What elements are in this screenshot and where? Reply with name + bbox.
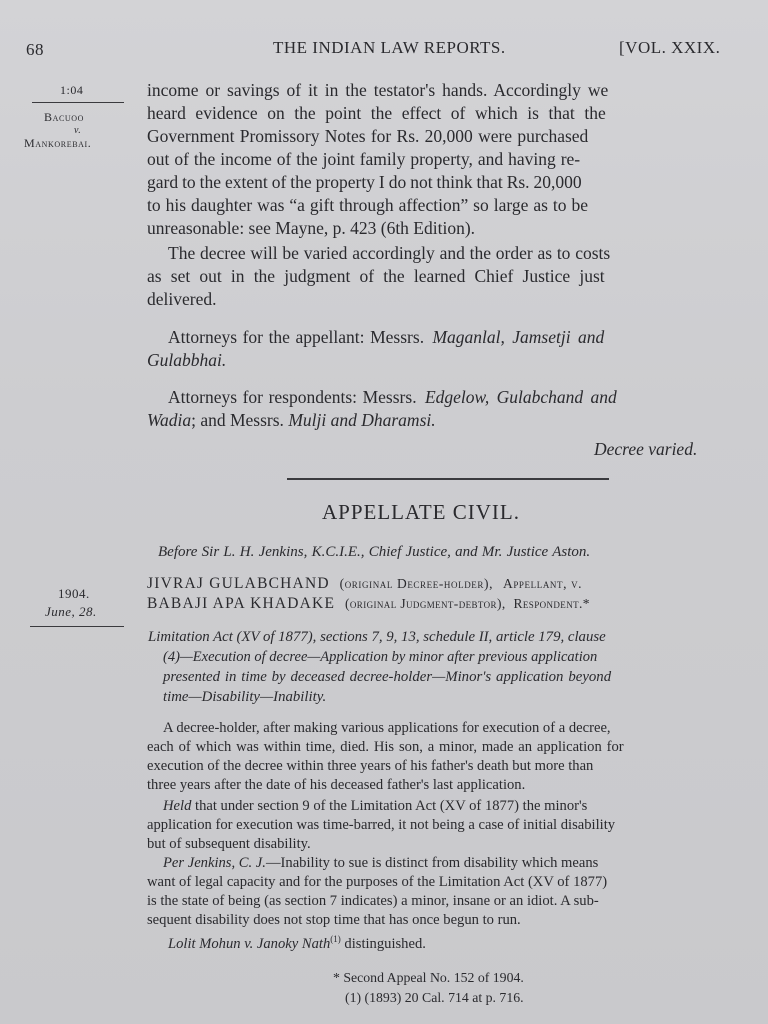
attorneys-appellant-prefix: Attorneys for the appellant: Messrs. <box>168 327 425 347</box>
held-line: but of subsequent disability. <box>147 836 311 852</box>
footnote: (1) (1893) 20 Cal. 714 at p. 716. <box>345 990 524 1005</box>
case-disposition: distinguished. <box>340 935 426 952</box>
per-jenkins-text: —Inability to sue is distinct from disability which means <box>265 855 599 871</box>
text-line: out of the income of the joint family property, and having re- <box>147 149 581 169</box>
headnote-line: time—Disability—Inability. <box>163 689 327 705</box>
per-jenkins-line <box>163 854 598 873</box>
held-lead: Held <box>163 798 192 814</box>
party-respondent <box>147 595 590 613</box>
per-jenkins-lead: Per Jenkins, C. J. <box>163 855 266 871</box>
party-status: Appellant, v. <box>502 576 583 591</box>
attorneys-appellant-names: Maganlal, Jamsetji and <box>432 327 605 347</box>
case-cited <box>168 930 426 954</box>
bench-line: Before Sir L. H. Jenkins, K.C.I.E., Chief Justice, and Mr. Justice Aston. <box>158 544 591 560</box>
party-status: Respondent.* <box>513 596 590 611</box>
attorneys-appellant-names-cont: Gulabbhai. <box>147 350 227 370</box>
party-appellant <box>147 575 582 593</box>
party-name: JIVRAJ GULABCHAND <box>147 575 330 592</box>
summary-line: execution of the decree within three years of his father's death but more than <box>147 758 594 774</box>
running-title: THE INDIAN LAW REPORTS. <box>273 38 506 57</box>
held-line <box>163 797 587 816</box>
page-number: 68 <box>26 40 44 59</box>
volume-label: [VOL. XXIX. <box>619 38 721 57</box>
margin-rule-bottom <box>30 626 124 627</box>
case-ref: (1) <box>330 934 341 944</box>
margin-year: 1:04 <box>60 83 84 97</box>
summary-line: three years after the date of his deceased father's last application. <box>147 777 526 793</box>
respondents-joiner: ; and Messrs. <box>191 410 284 430</box>
margin-rule-top <box>32 102 124 103</box>
headnote-line: Limitation Act (XV of 1877), sections 7, 9, 13, schedule II, article 179, clause <box>148 629 606 645</box>
party-name: BABAJI APA KHADAKE <box>147 595 336 612</box>
attorneys-respondents-prefix: Attorneys for respondents: Messrs. <box>168 387 417 407</box>
headnote-line: (4)—Execution of decree—Application by minor after previous application <box>163 649 598 665</box>
held-line: application for execution was time-barred, it not being a case of initial disability <box>147 817 616 833</box>
text-line: heard evidence on the point the effect of which is that the <box>147 103 606 123</box>
margin-date: June, 28. <box>45 604 97 619</box>
margin-party2: Mankorebai. <box>24 136 92 150</box>
summary-line: each of which was within time, died. His son, a minor, made an application for <box>147 739 624 755</box>
respondents-firm-2: Mulji and Dharamsi. <box>288 410 436 430</box>
per-jenkins-line: sequent disability does not stop time that has once begun to run. <box>147 912 521 928</box>
text-line: as set out in the judgment of the learned Chief Justice just <box>147 266 605 286</box>
text-line: The decree will be varied accordingly and the order as to costs <box>168 243 611 263</box>
text-line: income or savings of it in the testator's hands. Accordingly we <box>147 80 609 100</box>
per-jenkins-line: is the state of being (as section 7 indicates) a minor, insane or an idiot. A sub- <box>147 893 599 909</box>
attorneys-appellant <box>168 326 604 349</box>
text-line: delivered. <box>147 289 217 309</box>
respondents-firm-1: Wadia <box>147 410 192 430</box>
text-line: unreasonable: see Mayne, p. 423 (6th Edition). <box>147 218 476 238</box>
decree-result: Decree varied. <box>594 439 698 459</box>
section-title: APPELLATE CIVIL. <box>322 500 520 524</box>
attorneys-respondents-cont <box>147 409 436 432</box>
footnote: * Second Appeal No. 152 of 1904. <box>333 970 524 985</box>
held-text: that under section 9 of the Limitation Act (XV of 1877) the minor's <box>191 798 588 814</box>
margin-versus: v. <box>74 125 82 136</box>
margin-party1: Bacuoo <box>44 110 85 124</box>
text-line: to his daughter was “a gift through affection” so large as to be <box>147 195 589 215</box>
case-name: Lolit Mohun v. Janoky Nath <box>168 935 331 952</box>
party-role: (original Judgment-debtor), <box>345 596 506 611</box>
text-line: gard to the extent of the property I do not think that Rs. 20,000 <box>147 172 582 192</box>
party-role: (original Decree-holder), <box>339 576 494 591</box>
attorneys-respondents-names: Edgelow, Gulabchand and <box>424 387 617 407</box>
summary-line: A decree-holder, after making various applications for execution of a decree, <box>163 720 611 736</box>
headnote-line: presented in time by deceased decree-holder—Minor's application beyond <box>163 669 612 685</box>
margin-year-2: 1904. <box>58 586 90 601</box>
per-jenkins-line: want of legal capacity and for the purposes of the Limitation Act (XV of 1877) <box>147 874 608 890</box>
section-divider <box>287 478 609 480</box>
attorneys-respondents <box>168 386 617 409</box>
text-line: Government Promissory Notes for Rs. 20,000 were purchased <box>147 126 589 146</box>
